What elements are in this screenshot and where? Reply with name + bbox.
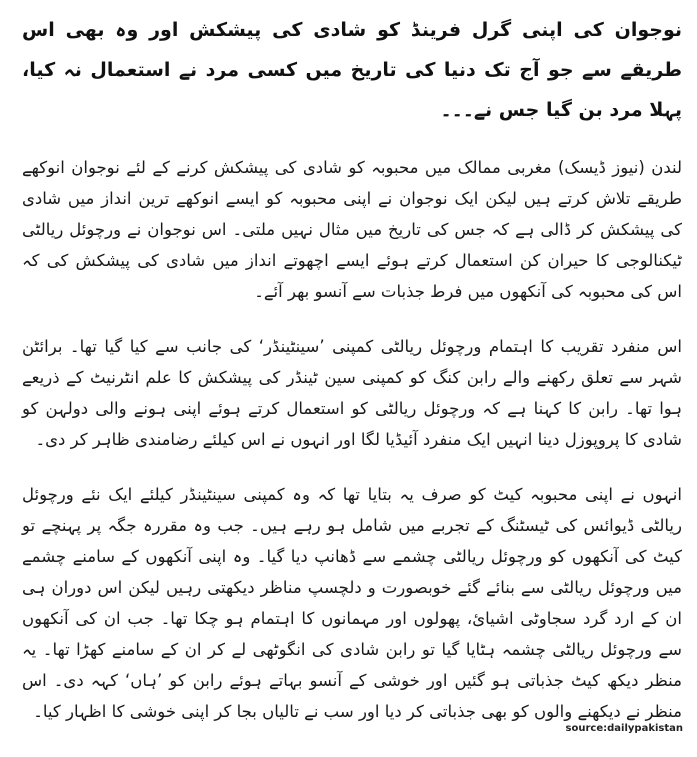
source-credit: source:dailypakistan [565, 723, 683, 734]
article [22, 10, 682, 751]
article-headline: نوجوان کی اپنی گرل فرینڈ کو شادی کی پیشکش اور وہ بھی اس طریقے سے جو آج تک دنیا کی تاریخ میں کسی مرد نے استعمال نہ کیا، پہلا مرد بن گیا جس نے۔۔۔ [22, 19, 682, 121]
article-paragraph-3: انہوں نے اپنی محبوبہ کیٹ کو صرف یہ بتایا تھا کہ وہ کمپنی سینٹینڈر کیلئے ایک نئے ورچوئل ریالٹی ڈیوائس کی ٹیسٹنگ کے تجربے میں شامل ہو رہے ہیں۔ جب وہ مقررہ جگہ پر پہنچے تو کیٹ کی آنکھوں کو ورچوئل ریالٹی چشمے سے ڈھانپ دیا گیا۔ وہ اپنی آنکھوں کے سامنے چشمے میں ورچوئل ریالٹی سے بنائے گئے خوبصورت و دلچسپ مناظر دیکھتی رہیں لیکن اس دوران ہی ان کے ارد گرد سجاوٹی اشیائ، پھولوں اور مہمانوں کا اہتمام ہو چکا تھا۔ جب ان کی آنکھوں سے ورچوئل ریالٹی چشمہ ہٹایا گیا تو رابن شادی کی انگوٹھی لے کر ان کے سامنے کھڑا تھا۔ یہ منظر دیکھ کیٹ جذباتی ہو گئیں اور خوشی کے آنسو بہاتے ہوئے رابن کو ’ہاں‘ کہہ دی۔ اس منظر نے دیکھنے والوں کو بھی جذباتی کر دیا اور سب نے تالیاں بجا کر اپنی خوشی کا اظہار کیا۔ [22, 485, 682, 721]
article-paragraph-1: لندن (نیوز ڈیسک) مغربی ممالک میں محبوبہ کو شادی کی پیشکش کرنے کے لئے نوجوان انوکھے طریقے تلاش کرتے ہیں لیکن ایک نوجوان نے اپنی محبوبہ کو ایسے انوکھے ترین انداز میں شادی کی پیشکش کر ڈالی ہے کہ جس کی تاریخ میں مثال نہیں ملتی۔ اس نوجوان نے ورچوئل ریالٹی ٹیکنالوجی کا حیران کن استعمال کرتے ہوئے ایسے اچھوتے انداز میں شادی کی پیشکش کی کہ اس کی محبوبہ کی آنکھوں میں فرط جذبات سے آنسو بھر آئے۔ [22, 158, 682, 301]
article-paragraph-2: اس منفرد تقریب کا اہتمام ورچوئل ریالٹی کمپنی ’سینٹینڈر‘ کی جانب سے کیا گیا تھا۔ برائٹن شہر سے تعلق رکھنے والے رابن کنگ کو کمپنی سین ٹینڈر کی پیشکش کا علم انٹرنیٹ کے ذریعے ہوا تھا۔ رابن کا کہنا ہے کہ ورچوئل ریالٹی کو استعمال کرتے ہوئے اپنی ہونے والی دولہن کو شادی کا پروپوزل دینا انہیں ایک منفرد آئیڈیا لگا اور انہوں نے اس کیلئے رضامندی ظاہر کر دی۔ [22, 337, 682, 449]
